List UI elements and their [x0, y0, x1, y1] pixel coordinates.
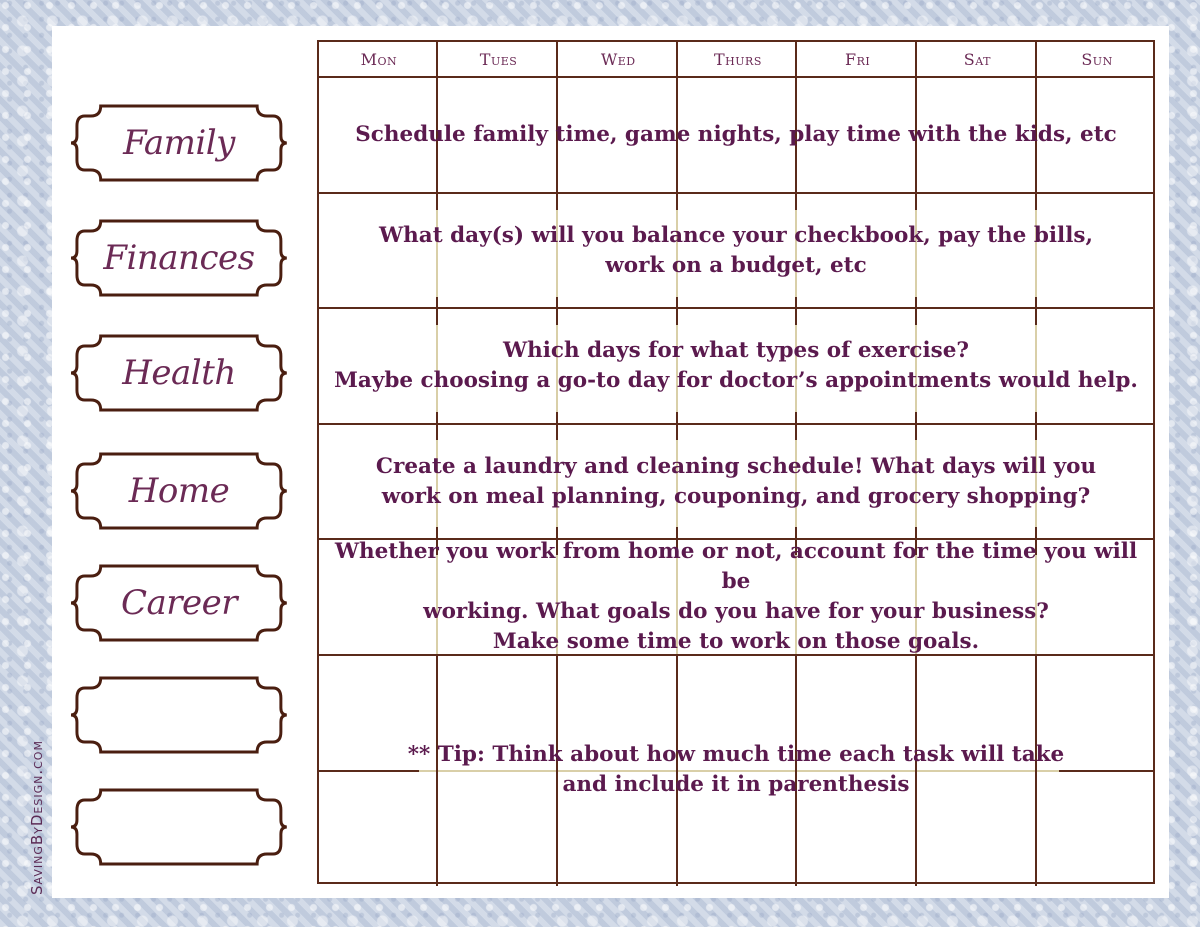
- category-label-home: [70, 448, 288, 534]
- note-line: Maybe choosing a go-to day for doctor’s appointments would help.: [334, 368, 1138, 393]
- category-label-finances: [70, 215, 288, 301]
- row-note-home: [319, 425, 1153, 538]
- note-line: Schedule family time, game nights, play time with the kids, etc: [355, 122, 1117, 147]
- row-note-health: [319, 309, 1153, 423]
- row-note-career: [319, 540, 1153, 654]
- category-label-blank-2: [70, 784, 288, 870]
- row-note-finances: [319, 194, 1153, 307]
- label-text: Health: [122, 353, 236, 393]
- category-label-health: [70, 330, 288, 416]
- note-line: Whether you work from home or not, account for the time you will be: [334, 539, 1138, 594]
- day-header-sun: Sun: [1081, 49, 1113, 69]
- category-label-family: [70, 100, 288, 186]
- note-line: and include it in parenthesis: [562, 772, 910, 797]
- day-header-tues: Tues: [479, 49, 518, 69]
- brand-watermark: SavingByDesign.com: [28, 740, 46, 895]
- note-line: Which days for what types of exercise?: [502, 338, 969, 363]
- day-header-thurs: Thurs: [714, 49, 762, 69]
- label-text: Family: [123, 123, 235, 163]
- note-line: work on a budget, etc: [605, 252, 867, 278]
- note-line: ** Tip: Think about how much time each task will take: [407, 742, 1065, 767]
- label-text: Career: [120, 583, 238, 623]
- day-header-mon: Mon: [360, 49, 398, 69]
- label-text: [70, 784, 288, 870]
- tip-note: [319, 737, 1153, 803]
- day-header-sat: Sat: [963, 49, 991, 69]
- note-line: Create a laundry and cleaning schedule! What days will you: [375, 453, 1097, 479]
- day-header-fri: Fri: [845, 49, 871, 69]
- label-text: [70, 672, 288, 758]
- label-text: Finances: [103, 238, 255, 278]
- label-text: Home: [128, 471, 230, 511]
- weekly-calendar-grid: [317, 40, 1155, 884]
- note-line: Make some time to work on those goals.: [492, 629, 980, 654]
- day-header-wed: Wed: [600, 49, 636, 69]
- row-note-family: [319, 78, 1153, 192]
- category-label-blank-1: [70, 672, 288, 758]
- note-line: What day(s) will you balance your checkbook, pay the bills,: [379, 222, 1093, 248]
- category-label-career: [70, 560, 288, 646]
- note-line: work on meal planning, couponing, and grocery shopping?: [381, 483, 1091, 509]
- note-line: working. What goals do you have for your business?: [423, 599, 1049, 624]
